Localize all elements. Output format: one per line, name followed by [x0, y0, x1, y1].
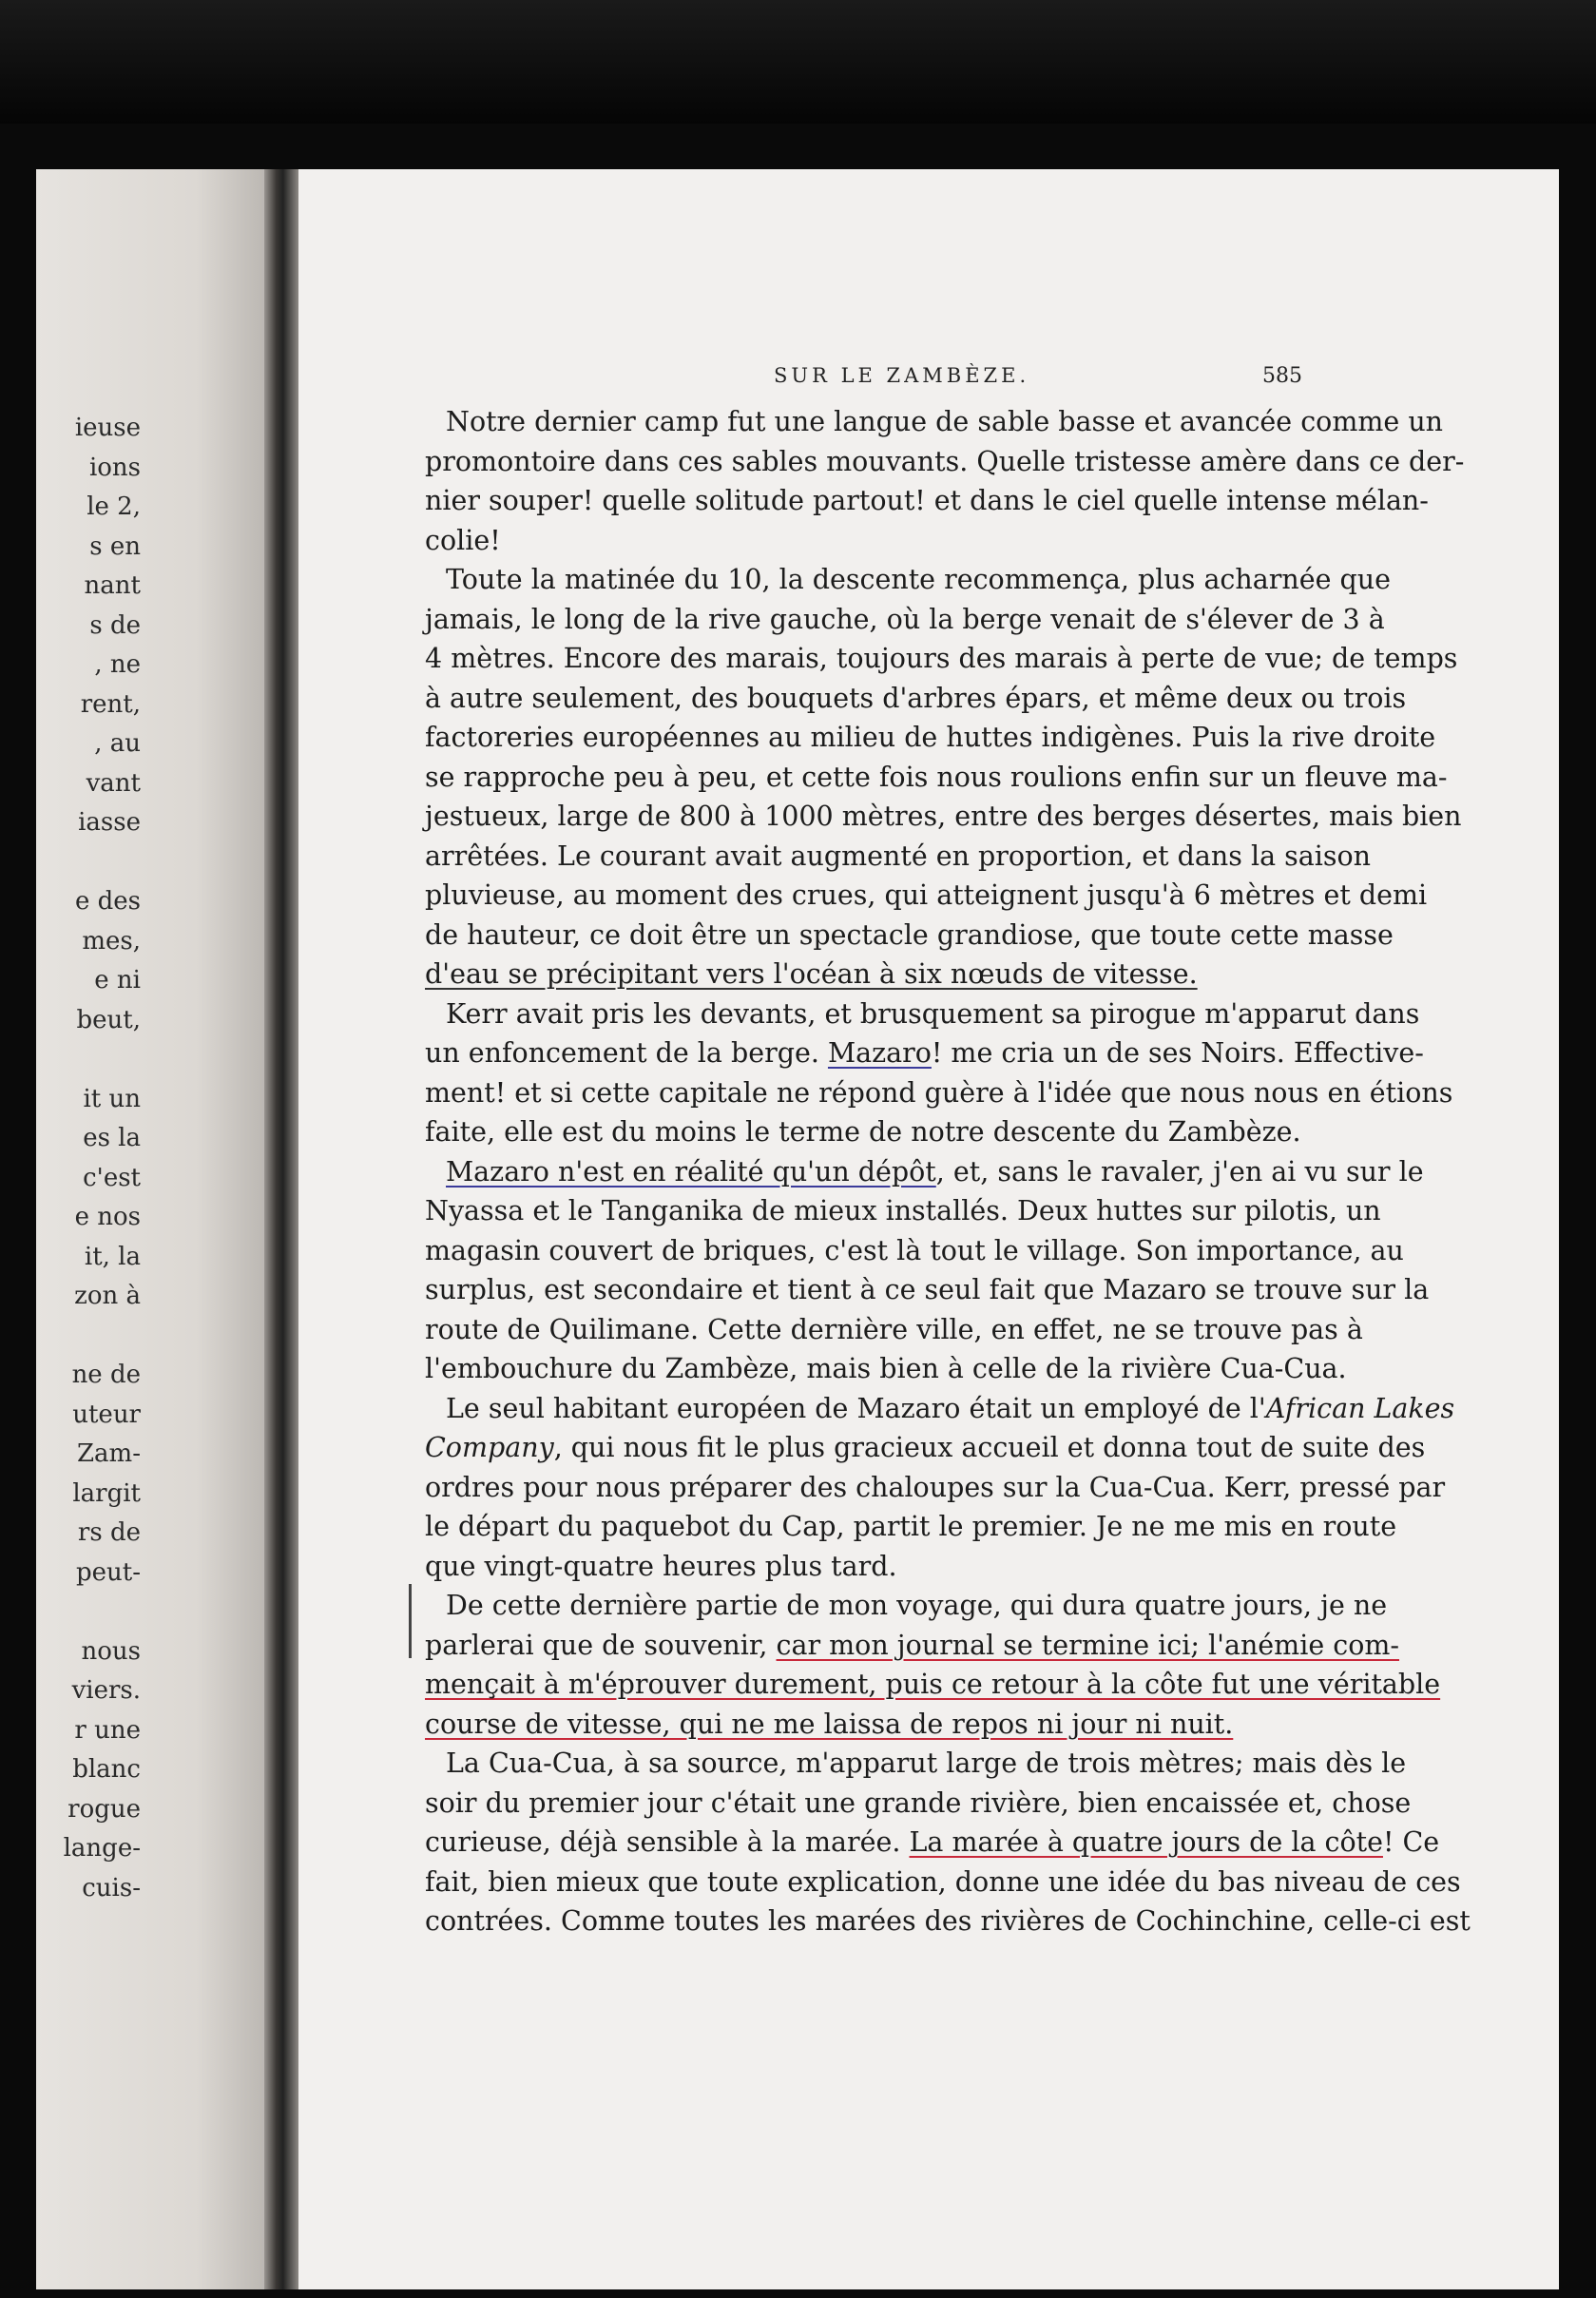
left-page-fragment: mes,	[82, 926, 141, 956]
text-line	[425, 1389, 1455, 1429]
text-segment: 4 mètres. Encore des marais, toujours des marais à perte de vue; de temps	[425, 643, 1458, 674]
text-line	[425, 1112, 1337, 1152]
text-line	[425, 1428, 1426, 1468]
text-line	[425, 442, 1465, 482]
text-line	[425, 1073, 1453, 1113]
left-page-fragment: nous	[81, 1636, 141, 1666]
text-line	[425, 1468, 1446, 1508]
text-segment: de hauteur, ce doit être un spectacle grandiose, que toute cette masse	[425, 918, 1394, 951]
text-segment: jamais, le long de la rive gauche, où la berge venait de s'élever de 3 à	[425, 603, 1385, 635]
text-line	[425, 1665, 1441, 1705]
text-line	[425, 916, 1394, 956]
text-segment: magasin couvert de briques, c'est là tout le village. Son importance, au	[425, 1234, 1404, 1266]
text-line	[425, 1191, 1381, 1231]
text-line	[425, 1863, 1461, 1902]
text-segment: faite, elle est du moins le terme de notre descente du Zambèze.	[425, 1116, 1301, 1148]
margin-annotation-bracket	[409, 1584, 415, 1658]
text-line	[425, 521, 1337, 561]
left-page-fragment: uteur	[72, 1400, 141, 1429]
text-line	[425, 1310, 1363, 1350]
left-page-fragment: iasse	[78, 808, 141, 837]
text-segment: arrêtées. Le courant avait augmenté en proportion, et dans la saison	[425, 840, 1371, 872]
text-line	[425, 1902, 1471, 1941]
text-line	[425, 718, 1436, 758]
left-page-fragment: rogue	[67, 1794, 141, 1824]
text-segment: se rapproche peu à peu, et cette fois nous roulions enfin sur un fleuve ma-	[425, 761, 1448, 793]
left-page-fragment: lange-	[63, 1834, 141, 1863]
text-segment: promontoire dans ces sables mouvants. Quelle tristesse amère dans ce der-	[425, 445, 1465, 477]
left-page-fragment: s de	[89, 610, 141, 640]
left-page-fragment: largit	[72, 1478, 141, 1508]
text-segment: colie!	[425, 524, 501, 556]
left-page-text-fragments	[36, 409, 141, 1908]
italic-text: African Lakes	[1265, 1392, 1455, 1424]
scanner-background	[0, 0, 1596, 124]
text-segment: Kerr avait pris les devants, et brusquement sa pirogue m'apparut dans	[446, 997, 1420, 1030]
left-page-fragment: blanc	[72, 1755, 141, 1784]
text-line	[425, 679, 1407, 719]
left-page-fragment: ions	[88, 453, 141, 482]
underlined-text: car mon journal se termine ici; l'anémie com-	[776, 1629, 1400, 1661]
text-segment: surplus, est secondaire et tient à ce seul fait que Mazaro se trouve sur la	[425, 1274, 1430, 1305]
left-page-fragment: peut-	[75, 1557, 141, 1587]
text-segment: que vingt-quatre heures plus tard.	[425, 1550, 897, 1582]
left-page-fragment: zon à	[74, 1282, 141, 1310]
text-segment: nier souper! quelle solitude partout! et dans le ciel quelle intense mélan-	[425, 485, 1429, 516]
book-gutter	[264, 169, 298, 2289]
text-segment: ment! et si cette capitale ne répond guère à l'idée que nous nous en étions	[425, 1076, 1453, 1109]
text-segment: Le seul habitant européen de Mazaro était un employé de l'	[446, 1392, 1266, 1424]
text-segment: curieuse, déjà sensible à la marée.	[425, 1826, 910, 1858]
left-page-fragment: nant	[84, 571, 141, 600]
left-page-fragment: Zam-	[76, 1439, 141, 1468]
underlined-text: Mazaro n'est en réalité qu'un dépôt	[446, 1155, 936, 1188]
left-page-fragment: it, la	[84, 1242, 141, 1271]
left-page-fragment: r une	[74, 1715, 141, 1745]
text-line	[425, 1823, 1440, 1863]
text-segment: ! Ce	[1382, 1826, 1440, 1858]
text-segment: le départ du paquebot du Cap, partit le premier. Je ne me mis en route	[425, 1511, 1397, 1542]
text-line	[425, 797, 1462, 837]
text-line	[425, 995, 1420, 1034]
left-page-fragment: beut,	[76, 1005, 141, 1034]
body-text	[425, 402, 1471, 1941]
text-line	[425, 1033, 1424, 1073]
text-segment: jestueux, large de 800 à 1000 mètres, entre des berges désertes, mais bien	[425, 801, 1462, 832]
text-line	[425, 1586, 1388, 1626]
text-segment: , qui nous fit le plus gracieux accueil et donna tout de suite des	[553, 1432, 1426, 1463]
left-page-fragment: rent,	[80, 689, 141, 719]
running-head-title: SUR LE ZAMBÈZE.	[774, 364, 1030, 387]
underlined-text: d'eau se précipitant vers l'océan à six nœuds de vitesse.	[425, 958, 1198, 990]
text-segment: Nyassa et le Tanganika de mieux installés. Deux huttes sur pilotis, un	[425, 1195, 1381, 1226]
left-page-fragment: it un	[83, 1084, 141, 1113]
text-segment: De cette dernière partie de mon voyage, qui dura quatre jours, je ne	[446, 1590, 1388, 1621]
text-segment: pluvieuse, au moment des crues, qui atteignent jusqu'à 6 mètres et demi	[425, 879, 1428, 911]
left-page-fragment: cuis-	[82, 1873, 141, 1902]
text-segment: un enfoncement de la berge.	[425, 1037, 828, 1069]
text-line	[425, 481, 1429, 521]
left-page-fragment: , ne	[94, 650, 141, 679]
left-page-fragment: , au	[94, 729, 141, 758]
left-page-fragment: viers.	[71, 1676, 141, 1705]
underlined-text: course de vitesse, qui ne me laissa de repos ni jour ni nuit.	[425, 1708, 1234, 1740]
left-page-fragment: s en	[89, 531, 141, 561]
underlined-text: La marée à quatre jours de la côte	[909, 1826, 1383, 1858]
left-page-fragment	[36, 1040, 141, 1080]
text-segment: ! me cria un de ses Noirs. Effective-	[931, 1037, 1424, 1069]
text-segment: fait, bien mieux que toute explication, donne une idée du bas niveau de ces	[425, 1865, 1461, 1898]
left-page-fragment	[36, 843, 141, 883]
left-page-fragment: e nos	[74, 1203, 141, 1231]
left-page-fragment: ne de	[71, 1361, 141, 1389]
text-line	[425, 1784, 1412, 1824]
left-page-fragment: le 2,	[87, 492, 141, 521]
left-page-fragment: e des	[74, 887, 141, 916]
underlined-text: Mazaro	[827, 1037, 932, 1069]
text-segment: Notre dernier camp fut une langue de sable basse et avancée comme un	[446, 406, 1444, 437]
text-segment: , et, sans le ravaler, j'en ai vu sur le	[935, 1155, 1424, 1188]
text-segment: soir du premier jour c'était une grande rivière, bien encaissée et, chose	[425, 1786, 1412, 1819]
text-line	[425, 1705, 1337, 1745]
left-page-fragment	[36, 1593, 141, 1632]
text-line	[425, 1349, 1347, 1389]
text-segment: contrées. Comme toutes les marées des rivières de Cochinchine, celle-ci est	[425, 1905, 1471, 1937]
book-spread	[36, 169, 1559, 2289]
left-page-fragment: c'est	[83, 1163, 141, 1192]
left-page-fragment: ieuse	[74, 414, 141, 442]
text-line	[425, 639, 1458, 679]
left-page	[36, 169, 264, 2289]
running-head	[298, 364, 1559, 393]
text-line	[425, 1152, 1424, 1192]
text-line	[425, 1270, 1430, 1310]
text-line	[425, 1507, 1397, 1547]
text-line	[425, 1231, 1404, 1271]
text-segment: à autre seulement, des bouquets d'arbres épars, et même deux ou trois	[425, 682, 1407, 714]
text-line	[425, 955, 1337, 995]
text-segment: route de Quilimane. Cette dernière ville, en effet, ne se trouve pas à	[425, 1313, 1363, 1345]
text-line	[425, 1626, 1400, 1666]
text-segment: factoreries européennes au milieu de huttes indigènes. Puis la rive droite	[425, 722, 1436, 753]
left-page-fragment: vant	[86, 768, 141, 798]
text-line	[425, 876, 1428, 916]
text-segment: Toute la matinée du 10, la descente recommença, plus acharnée que	[446, 564, 1391, 595]
text-line	[425, 1547, 1337, 1587]
left-page-fragment: es la	[83, 1124, 141, 1152]
text-line	[425, 837, 1371, 877]
text-line	[425, 758, 1448, 798]
text-line	[425, 560, 1391, 600]
right-page	[298, 169, 1559, 2289]
left-page-fragment: rs de	[77, 1518, 141, 1547]
text-line	[425, 402, 1444, 442]
text-line	[425, 600, 1385, 640]
page-number: 585	[1262, 364, 1302, 388]
left-page-fragment: e ni	[94, 966, 141, 995]
underlined-text: mençait à m'éprouver durement, puis ce retour à la côte fut une véritable	[425, 1669, 1441, 1700]
text-segment: La Cua-Cua, à sa source, m'apparut large de trois mètres; mais dès le	[446, 1748, 1407, 1779]
left-page-fragment	[36, 1317, 141, 1357]
italic-text: Company	[425, 1432, 554, 1463]
text-segment: parlerai que de souvenir,	[425, 1629, 777, 1661]
text-segment: ordres pour nous préparer des chaloupes sur la Cua-Cua. Kerr, pressé par	[425, 1471, 1446, 1503]
text-segment: l'embouchure du Zambèze, mais bien à celle de la rivière Cua-Cua.	[425, 1353, 1347, 1384]
text-line	[425, 1744, 1407, 1784]
